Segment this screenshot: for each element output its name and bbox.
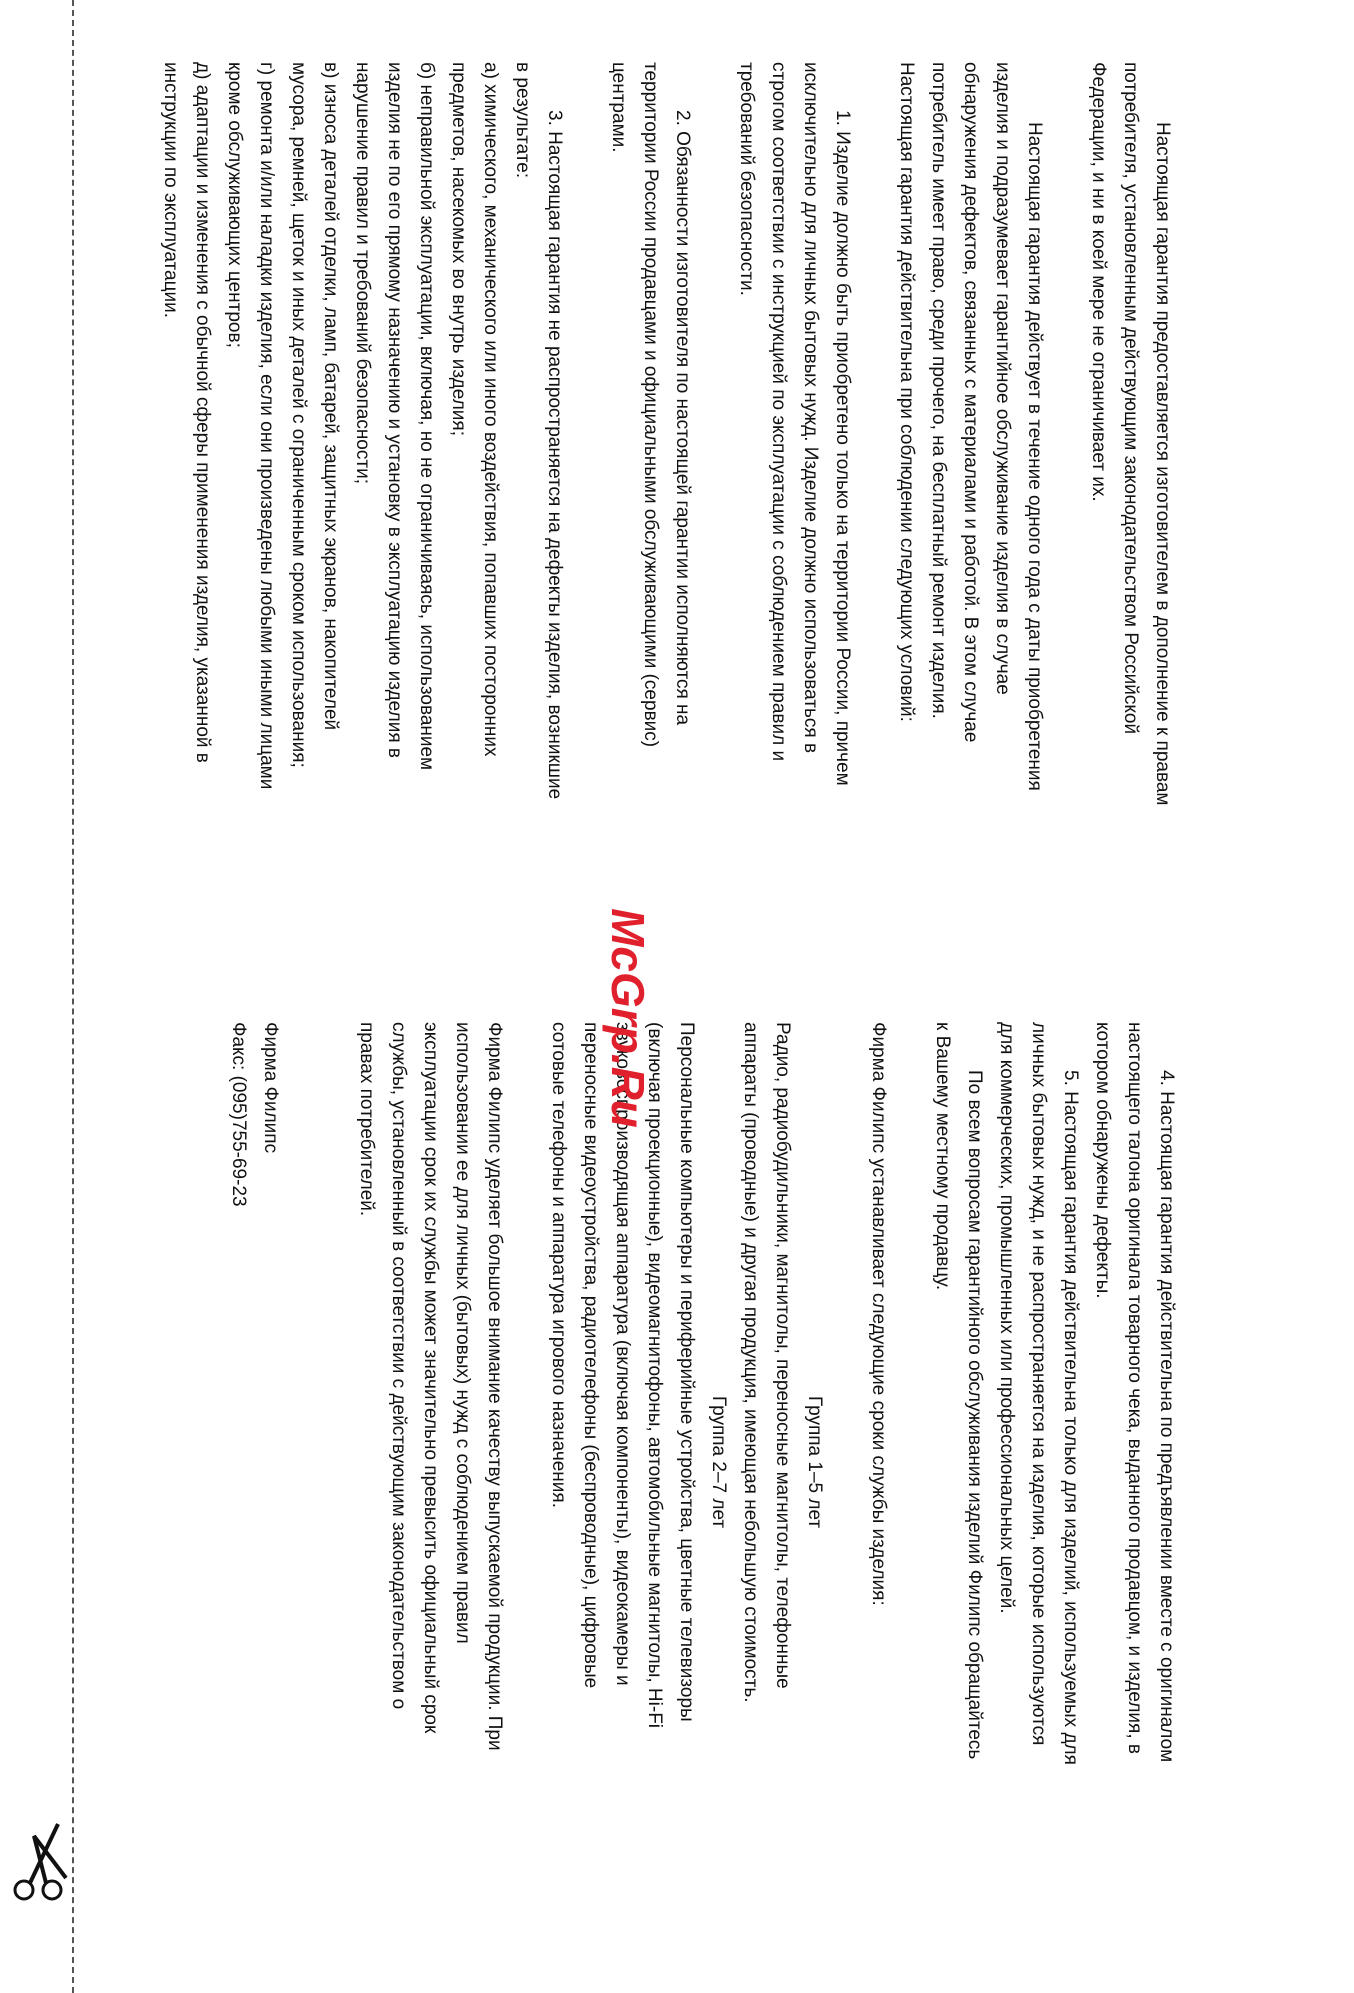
condition-4-line: 4. Настоящая гарантия действительна по предъявлении вместе с оригиналом	[1156, 1070, 1177, 1763]
condition-3-line: 3. Настоящая гарантия не распространяется на дефекты изделия, возникшие	[544, 110, 565, 800]
watermark: McGrp.Ru	[602, 908, 654, 1128]
cut-line	[72, 0, 74, 1993]
condition-3-line: предметов, насекомых во внутрь изделия;	[448, 62, 469, 436]
quality-note-line: эксплуатации срок их службы может значительно превысить официальный срок	[420, 1022, 441, 1734]
condition-3-line: в) износа деталей отделки, ламп, батарей, защитных экранов, накопителей	[320, 62, 341, 731]
service-life-intro: Фирма Филипс устанавливает следующие сроки службы изделия:	[868, 1022, 889, 1606]
warranty-period-line: обнаружения дефектов, связанных с материалами и работой. В этом случае	[960, 62, 981, 743]
group-1-line: Радио, радиобудильники, магнитолы, переносные магнитолы, телефонные	[772, 1022, 793, 1689]
group-2-line: сотовые телефоны и аппаратура игрового назначения.	[548, 1022, 569, 1508]
fax-number: Факс: (095)755-69-23	[228, 1022, 249, 1207]
contact-dealer-line: По всем вопросам гарантийного обслуживания изделий Филипс обращайтесь	[964, 1070, 985, 1760]
group-2-line: (включая проекционные), видеомагнитофоны, автомобильные магнитолы, Hi-Fi	[644, 1022, 665, 1729]
contact-dealer-line: к Вашему местному продавцу.	[932, 1022, 953, 1291]
scissors-icon	[6, 1818, 76, 1908]
warranty-period-line: потребитель имеет право, среди прочего, на бесплатный ремонт изделия.	[928, 62, 949, 719]
condition-2-line: территории России продавцами и официальными обслуживающими (сервис)	[640, 62, 661, 748]
condition-1-line: требований безопасности.	[736, 62, 757, 296]
warranty-period-line: Настоящая гарантия действительна при соблюдении следующих условий:	[896, 62, 917, 722]
condition-3-line: г) ремонта и/или наладки изделия, если они произведены любыми иными лицами	[256, 62, 277, 790]
condition-3-line: а) химического, механического или иного воздействия, попавших посторонних	[480, 62, 501, 757]
group-1-title: Группа 1–5 лет	[804, 1395, 825, 1529]
condition-3-line: кроме обслуживающих центров;	[224, 62, 245, 348]
condition-3-line: в результате:	[512, 62, 533, 179]
condition-2-line: центрами.	[608, 62, 629, 153]
condition-1-line: исключительно для личных бытовых нужд. Изделие должно использоваться в	[800, 62, 821, 754]
condition-3-line: инструкции по эксплуатации.	[160, 62, 181, 318]
quality-note-line: использовании ее для личных (бытовых) нужд с соблюдением правил	[452, 1022, 473, 1644]
group-2-title: Группа 2–7 лет	[708, 1395, 729, 1529]
condition-5-line: личных бытовых нужд, и не распространяется на изделия, которые используются	[1028, 1022, 1049, 1746]
condition-3-line: мусора, ремней, щеток и иных деталей с ограниченным сроком использования;	[288, 62, 309, 768]
intro-line: потребителя, установленным действующим законодательством Российской	[1120, 62, 1141, 735]
group-2-line: Персональные компьютеры и периферийные устройства, цветные телевизоры	[676, 1022, 697, 1722]
quality-note-line: Фирма Филипс уделяет большое внимание качеству выпускаемой продукции. При	[484, 1022, 505, 1751]
intro-line: Федерации, и ни в коей мере не ограничивает их.	[1088, 62, 1109, 502]
condition-3-line: нарушение правил и требований безопасности;	[352, 62, 373, 484]
intro-line: Настоящая гарантия предоставляется изготовителем в дополнение к правам	[1152, 122, 1173, 806]
condition-1-line: строгом соответствии с инструкцией по эксплуатации с соблюдением правил и	[768, 62, 789, 762]
condition-2-line: 2. Обязанности изготовителя по настоящей гарантии исполняются на	[672, 110, 693, 726]
group-1-line: аппараты (проводные) и другая продукция, имеющая небольшую стоимость.	[740, 1022, 761, 1703]
condition-3-line: изделия не по его прямому назначению и установку в эксплуатацию изделия в	[384, 62, 405, 758]
quality-note-line: правах потребителей.	[356, 1022, 377, 1217]
condition-5-line: 5. Настоящая гарантия действительна только для изделий, используемых для	[1060, 1070, 1081, 1765]
service-life-column	[222, 1022, 1182, 1902]
quality-note-line: службы, установленный в соответствии с действующим законодательством о	[388, 1022, 409, 1710]
group-2-line: звуковоспроизводящая аппаратура (включая компоненты), видеокамеры и	[612, 1022, 633, 1686]
condition-4-line: котором обнаружены дефекты.	[1092, 1022, 1113, 1299]
condition-3-line: б) неправильной эксплуатации, включая, но не ограничиваясь, использованием	[416, 62, 437, 771]
warranty-terms-column	[154, 62, 1178, 942]
group-2-line: переносные видеоустройства, радиотелефоны (беспроводные), цифровые	[580, 1022, 601, 1689]
condition-4-line: настоящего талона оригинала товарного чека, выданного продавцом, и изделия, в	[1124, 1022, 1145, 1754]
warranty-period-line: Настоящая гарантия действует в течение одного года с даты приобретения	[1024, 122, 1045, 791]
warranty-period-line: изделия и подразумевает гарантийное обслуживание изделия в случае	[992, 62, 1013, 695]
condition-1-line: 1. Изделие должно быть приобретено только на территории России, причем	[832, 110, 853, 786]
company-name: Фирма Филипс	[260, 1022, 281, 1154]
condition-5-line: для коммерческих, промышленных или профессиональных целей.	[996, 1022, 1017, 1614]
condition-3-line: д) адаптации и изменения с обычной сферы применения изделия, указанной в	[192, 62, 213, 763]
